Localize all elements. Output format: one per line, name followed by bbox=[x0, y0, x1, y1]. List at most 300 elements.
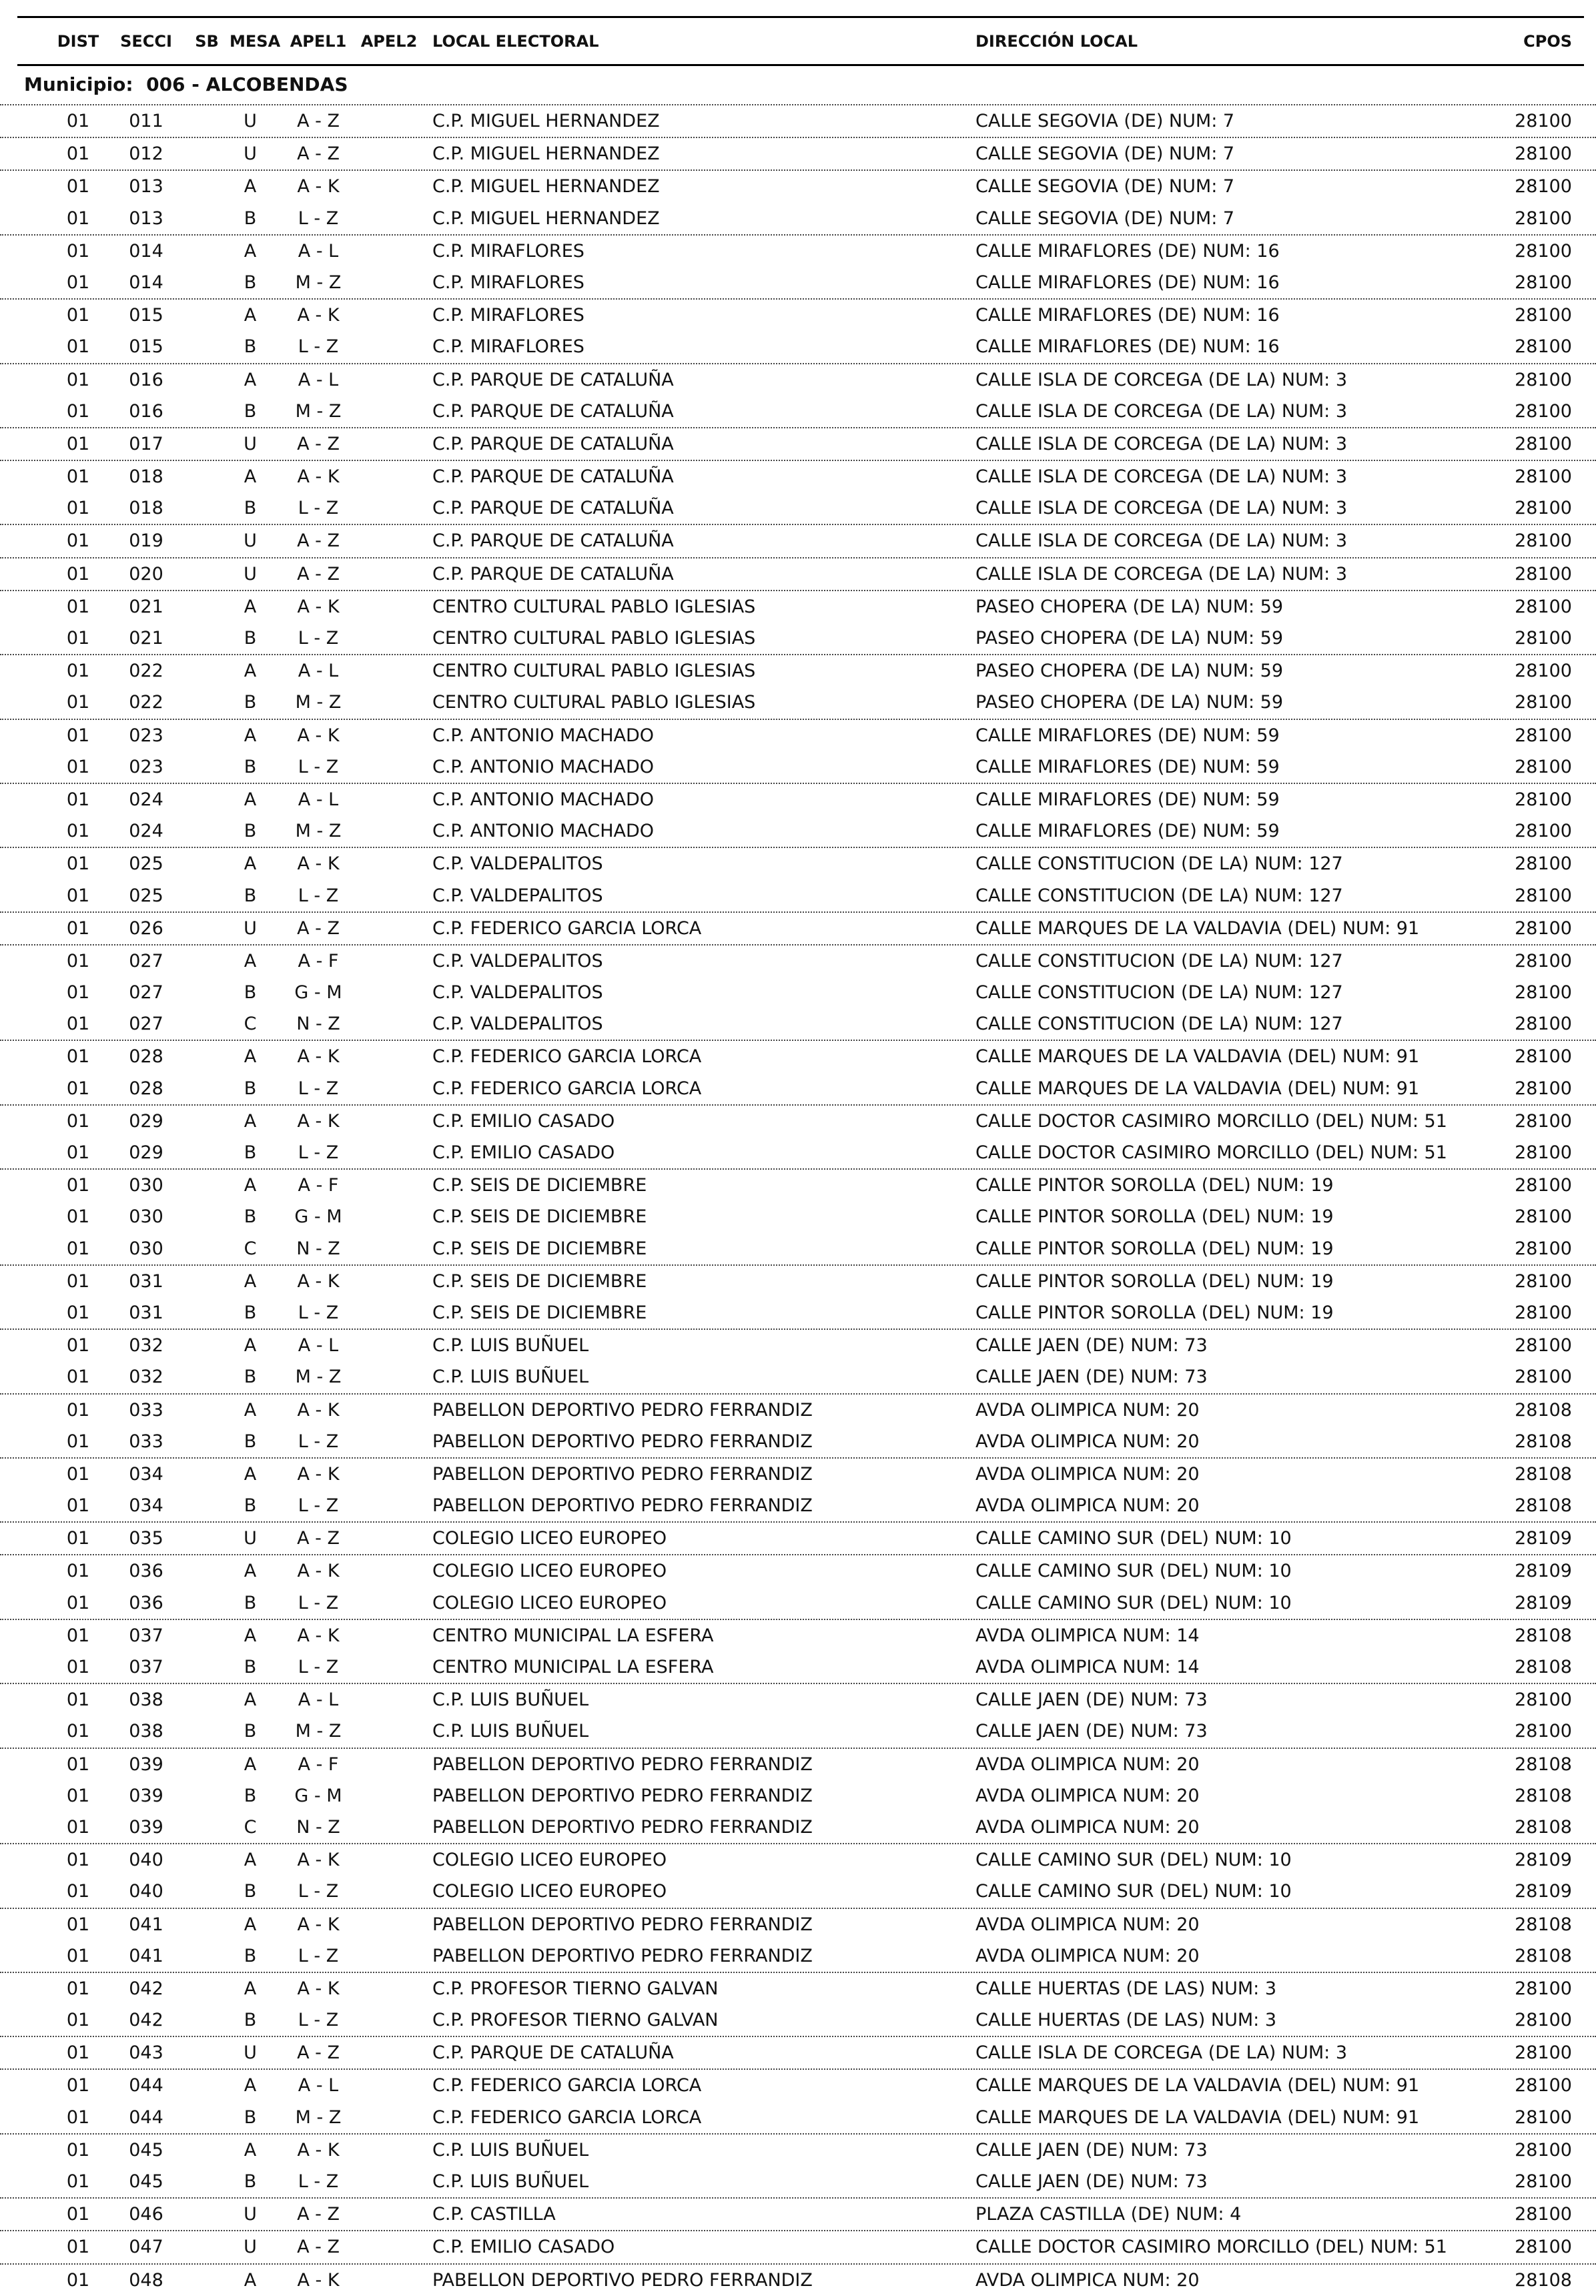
cell-local: C.P. MIRAFLORES bbox=[432, 305, 584, 326]
cell-mesa: U bbox=[244, 111, 257, 131]
cell-local: C.P. FEDERICO GARCIA LORCA bbox=[432, 917, 702, 939]
table-row bbox=[0, 1554, 1596, 1587]
cell-dist: 01 bbox=[66, 692, 90, 713]
cell-direccion: CALLE PINTOR SOROLLA (DEL) NUM: 19 bbox=[975, 1270, 1334, 1292]
cell-mesa: A bbox=[244, 1399, 257, 1421]
table-row bbox=[0, 590, 1596, 623]
cell-secci: 016 bbox=[129, 400, 163, 422]
cell-apel-range: L - Z bbox=[298, 1142, 339, 1163]
cell-direccion: CALLE MARQUES DE LA VALDAVIA (DEL) NUM: 91 bbox=[975, 917, 1420, 939]
cell-secci: 030 bbox=[129, 1238, 163, 1259]
cell-direccion: PLAZA CASTILLA (DE) NUM: 4 bbox=[975, 2204, 1242, 2225]
cell-dist: 01 bbox=[66, 1399, 90, 1421]
cell-mesa: B bbox=[244, 1721, 257, 1742]
cell-dist: 01 bbox=[66, 1463, 90, 1485]
cell-dist: 01 bbox=[66, 336, 90, 358]
cell-apel-range: G - M bbox=[294, 1206, 342, 1228]
cell-dist: 01 bbox=[66, 272, 90, 293]
cell-apel-range: L - Z bbox=[298, 1592, 339, 1613]
cell-secci: 034 bbox=[129, 1495, 163, 1517]
cell-apel-range: A - K bbox=[297, 466, 340, 488]
cell-mesa: U bbox=[244, 143, 257, 165]
cell-direccion: CALLE ISLA DE CORCEGA (DE LA) NUM: 3 bbox=[975, 433, 1348, 454]
cell-cpos: 28100 bbox=[1515, 466, 1572, 488]
cell-mesa: C bbox=[244, 1238, 257, 1259]
cell-apel-range: A - Z bbox=[297, 143, 340, 165]
cell-local: C.P. VALDEPALITOS bbox=[432, 853, 603, 875]
cell-local: C.P. SEIS DE DICIEMBRE bbox=[432, 1175, 647, 1196]
cell-cpos: 28100 bbox=[1515, 336, 1572, 358]
cell-secci: 014 bbox=[129, 272, 163, 293]
cell-mesa: B bbox=[244, 400, 257, 422]
cell-apel-range: A - K bbox=[297, 1046, 340, 1068]
cell-cpos: 28108 bbox=[1515, 1914, 1572, 1935]
cell-apel-range: L - Z bbox=[298, 1495, 339, 1517]
table-row bbox=[0, 977, 1596, 1008]
cell-secci: 039 bbox=[129, 1754, 163, 1775]
cell-dist: 01 bbox=[66, 1238, 90, 1259]
cell-direccion: CALLE MIRAFLORES (DE) NUM: 16 bbox=[975, 336, 1280, 358]
cell-mesa: C bbox=[244, 1014, 257, 1035]
cell-dist: 01 bbox=[66, 2204, 90, 2225]
cell-local: C.P. ANTONIO MACHADO bbox=[432, 725, 655, 746]
cell-dist: 01 bbox=[66, 176, 90, 198]
cell-dist: 01 bbox=[66, 628, 90, 649]
cell-apel-range: A - K bbox=[297, 1978, 340, 1999]
cell-dist: 01 bbox=[66, 950, 90, 972]
cell-dist: 01 bbox=[66, 2139, 90, 2161]
table-row bbox=[0, 2263, 1596, 2296]
cell-dist: 01 bbox=[66, 1978, 90, 1999]
table-row bbox=[0, 1490, 1596, 1521]
cell-local: C.P. VALDEPALITOS bbox=[432, 982, 603, 1004]
cell-direccion: CALLE CONSTITUCION (DE LA) NUM: 127 bbox=[975, 1014, 1343, 1035]
cell-cpos: 28108 bbox=[1515, 1754, 1572, 1775]
table-row bbox=[0, 1619, 1596, 1651]
cell-direccion: CALLE SEGOVIA (DE) NUM: 7 bbox=[975, 176, 1235, 198]
table-row bbox=[0, 137, 1596, 169]
cell-mesa: B bbox=[244, 756, 257, 777]
cell-apel-range: A - K bbox=[297, 1850, 340, 1871]
cell-dist: 01 bbox=[66, 1014, 90, 1035]
cell-cpos: 28100 bbox=[1515, 433, 1572, 454]
cell-apel-range: L - Z bbox=[298, 1881, 339, 1902]
cell-local: C.P. MIGUEL HERNANDEZ bbox=[432, 143, 660, 165]
cell-secci: 026 bbox=[129, 917, 163, 939]
cell-apel-range: G - M bbox=[294, 982, 342, 1004]
cell-mesa: B bbox=[244, 1945, 257, 1966]
cell-local: C.P. FEDERICO GARCIA LORCA bbox=[432, 2075, 702, 2096]
cell-local: C.P. VALDEPALITOS bbox=[432, 885, 603, 906]
cell-local: COLEGIO LICEO EUROPEO bbox=[432, 1850, 667, 1871]
cell-cpos: 28108 bbox=[1515, 1431, 1572, 1452]
cell-direccion: CALLE MARQUES DE LA VALDAVIA (DEL) NUM: 91 bbox=[975, 1046, 1420, 1068]
cell-local: C.P. ANTONIO MACHADO bbox=[432, 789, 655, 810]
cell-direccion: CALLE ISLA DE CORCEGA (DE LA) NUM: 3 bbox=[975, 400, 1348, 422]
cell-secci: 023 bbox=[129, 725, 163, 746]
cell-cpos: 28100 bbox=[1515, 111, 1572, 131]
cell-dist: 01 bbox=[66, 305, 90, 326]
cell-direccion: PASEO CHOPERA (DE LA) NUM: 59 bbox=[975, 692, 1284, 713]
table-row bbox=[0, 1233, 1596, 1264]
cell-local: COLEGIO LICEO EUROPEO bbox=[432, 1561, 667, 1582]
table-row bbox=[0, 1361, 1596, 1393]
cell-secci: 011 bbox=[129, 111, 163, 131]
cell-apel-range: A - Z bbox=[297, 917, 340, 939]
cell-cpos: 28109 bbox=[1515, 1528, 1572, 1549]
table-row bbox=[0, 1876, 1596, 1907]
cell-dist: 01 bbox=[66, 1270, 90, 1292]
cell-direccion: CALLE JAEN (DE) NUM: 73 bbox=[975, 1689, 1208, 1711]
cell-direccion: AVDA OLIMPICA NUM: 20 bbox=[975, 1816, 1200, 1838]
cell-dist: 01 bbox=[66, 1078, 90, 1099]
cell-apel-range: M - Z bbox=[295, 692, 342, 713]
cell-dist: 01 bbox=[66, 1625, 90, 1646]
cell-local: C.P. CASTILLA bbox=[432, 2204, 556, 2225]
cell-local: C.P. PARQUE DE CATALUÑA bbox=[432, 400, 674, 422]
cell-direccion: AVDA OLIMPICA NUM: 20 bbox=[975, 1399, 1200, 1421]
cell-dist: 01 bbox=[66, 1754, 90, 1775]
cell-local: PABELLON DEPORTIVO PEDRO FERRANDIZ bbox=[432, 1399, 813, 1421]
cell-mesa: A bbox=[244, 725, 257, 746]
cell-local: C.P. ANTONIO MACHADO bbox=[432, 821, 655, 842]
cell-cpos: 28100 bbox=[1515, 1175, 1572, 1196]
cell-local: C.P. MIRAFLORES bbox=[432, 240, 584, 262]
cell-dist: 01 bbox=[66, 853, 90, 875]
cell-apel-range: M - Z bbox=[295, 821, 342, 842]
cell-dist: 01 bbox=[66, 2107, 90, 2128]
cell-dist: 01 bbox=[66, 1914, 90, 1935]
cell-mesa: A bbox=[244, 305, 257, 326]
cell-dist: 01 bbox=[66, 1945, 90, 1966]
cell-apel-range: A - L bbox=[298, 661, 339, 682]
cell-local: C.P. MIRAFLORES bbox=[432, 336, 584, 358]
cell-cpos: 28100 bbox=[1515, 1270, 1572, 1292]
cell-secci: 041 bbox=[129, 1914, 163, 1935]
cell-mesa: U bbox=[244, 2204, 257, 2225]
cell-secci: 035 bbox=[129, 1528, 163, 1549]
cell-apel-range: L - Z bbox=[298, 498, 339, 519]
cell-secci: 014 bbox=[129, 240, 163, 262]
cell-direccion: AVDA OLIMPICA NUM: 14 bbox=[975, 1657, 1200, 1677]
table-row bbox=[0, 298, 1596, 331]
cell-direccion: CALLE CONSTITUCION (DE LA) NUM: 127 bbox=[975, 885, 1343, 906]
cell-secci: 015 bbox=[129, 336, 163, 358]
cell-local: CENTRO CULTURAL PABLO IGLESIAS bbox=[432, 628, 756, 649]
cell-secci: 027 bbox=[129, 982, 163, 1004]
cell-local: C.P. MIGUEL HERNANDEZ bbox=[432, 176, 660, 198]
cell-dist: 01 bbox=[66, 2042, 90, 2064]
table-row bbox=[0, 427, 1596, 460]
cell-mesa: B bbox=[244, 628, 257, 649]
cell-secci: 025 bbox=[129, 853, 163, 875]
cell-local: C.P. LUIS BUÑUEL bbox=[432, 2139, 589, 2161]
cell-dist: 01 bbox=[66, 400, 90, 422]
cell-direccion: CALLE MARQUES DE LA VALDAVIA (DEL) NUM: 91 bbox=[975, 2075, 1420, 2096]
cell-mesa: A bbox=[244, 1689, 257, 1711]
cell-secci: 015 bbox=[129, 305, 163, 326]
cell-secci: 030 bbox=[129, 1206, 163, 1228]
cell-local: C.P. MIGUEL HERNANDEZ bbox=[432, 208, 660, 229]
cell-cpos: 28100 bbox=[1515, 272, 1572, 293]
cell-direccion: CALLE ISLA DE CORCEGA (DE LA) NUM: 3 bbox=[975, 369, 1348, 390]
cell-dist: 01 bbox=[66, 111, 90, 131]
table-row bbox=[0, 267, 1596, 298]
cell-local: C.P. SEIS DE DICIEMBRE bbox=[432, 1238, 647, 1259]
cell-mesa: A bbox=[244, 596, 257, 617]
cell-mesa: B bbox=[244, 821, 257, 842]
cell-mesa: A bbox=[244, 1561, 257, 1582]
table-row bbox=[0, 169, 1596, 202]
cell-cpos: 28100 bbox=[1515, 240, 1572, 262]
cell-mesa: B bbox=[244, 2010, 257, 2031]
cell-mesa: B bbox=[244, 272, 257, 293]
municipio-heading: Municipio: 006 - ALCOBENDAS bbox=[24, 73, 348, 95]
header-local: LOCAL ELECTORAL bbox=[432, 32, 599, 51]
cell-apel-range: A - F bbox=[298, 1754, 339, 1775]
cell-cpos: 28108 bbox=[1515, 1657, 1572, 1677]
cell-apel-range: A - L bbox=[298, 789, 339, 810]
cell-secci: 038 bbox=[129, 1721, 163, 1742]
cell-local: COLEGIO LICEO EUROPEO bbox=[432, 1528, 667, 1549]
table-row bbox=[0, 1104, 1596, 1137]
cell-local: C.P. FEDERICO GARCIA LORCA bbox=[432, 2107, 702, 2128]
cell-cpos: 28100 bbox=[1515, 1302, 1572, 1323]
table-row bbox=[0, 1201, 1596, 1232]
cell-apel-range: A - Z bbox=[297, 530, 340, 552]
cell-cpos: 28109 bbox=[1515, 1592, 1572, 1613]
table-row bbox=[0, 687, 1596, 718]
cell-direccion: CALLE JAEN (DE) NUM: 73 bbox=[975, 1367, 1208, 1388]
cell-apel-range: L - Z bbox=[298, 1302, 339, 1323]
table-row bbox=[0, 623, 1596, 654]
cell-direccion: CALLE CAMINO SUR (DEL) NUM: 10 bbox=[975, 1850, 1292, 1871]
cell-cpos: 28109 bbox=[1515, 1850, 1572, 1871]
cell-apel-range: A - K bbox=[297, 1463, 340, 1485]
cell-cpos: 28100 bbox=[1515, 2107, 1572, 2128]
cell-dist: 01 bbox=[66, 466, 90, 488]
cell-cpos: 28100 bbox=[1515, 917, 1572, 939]
cell-mesa: B bbox=[244, 2171, 257, 2192]
cell-direccion: CALLE HUERTAS (DE LAS) NUM: 3 bbox=[975, 1978, 1277, 1999]
cell-dist: 01 bbox=[66, 821, 90, 842]
cell-mesa: A bbox=[244, 1110, 257, 1132]
cell-mesa: A bbox=[244, 176, 257, 198]
cell-secci: 019 bbox=[129, 530, 163, 552]
table-row bbox=[0, 719, 1596, 751]
cell-apel-range: A - K bbox=[297, 305, 340, 326]
cell-direccion: CALLE ISLA DE CORCEGA (DE LA) NUM: 3 bbox=[975, 466, 1348, 488]
cell-direccion: CALLE CAMINO SUR (DEL) NUM: 10 bbox=[975, 1881, 1292, 1902]
table-row bbox=[0, 396, 1596, 427]
cell-mesa: B bbox=[244, 1785, 257, 1806]
header-rule bbox=[17, 64, 1584, 66]
cell-apel-range: N - Z bbox=[296, 1816, 340, 1838]
cell-direccion: CALLE JAEN (DE) NUM: 73 bbox=[975, 2171, 1208, 2192]
cell-secci: 022 bbox=[129, 692, 163, 713]
table-row bbox=[0, 1812, 1596, 1843]
cell-dist: 01 bbox=[66, 498, 90, 519]
cell-dist: 01 bbox=[66, 530, 90, 552]
cell-dist: 01 bbox=[66, 1881, 90, 1902]
cell-dist: 01 bbox=[66, 1175, 90, 1196]
cell-local: C.P. VALDEPALITOS bbox=[432, 950, 603, 972]
cell-dist: 01 bbox=[66, 1110, 90, 1132]
table-row bbox=[0, 911, 1596, 944]
table-row bbox=[0, 1328, 1596, 1361]
cell-dist: 01 bbox=[66, 1431, 90, 1452]
cell-secci: 044 bbox=[129, 2075, 163, 2096]
cell-local: PABELLON DEPORTIVO PEDRO FERRANDIZ bbox=[432, 2269, 813, 2291]
cell-cpos: 28100 bbox=[1515, 982, 1572, 1004]
cell-direccion: CALLE CAMINO SUR (DEL) NUM: 10 bbox=[975, 1561, 1292, 1582]
header-apel2: APEL2 bbox=[360, 32, 418, 51]
cell-direccion: CALLE CAMINO SUR (DEL) NUM: 10 bbox=[975, 1528, 1292, 1549]
cell-mesa: U bbox=[244, 433, 257, 454]
table-row bbox=[0, 1426, 1596, 1457]
cell-apel-range: M - Z bbox=[295, 1367, 342, 1388]
cell-cpos: 28100 bbox=[1515, 2010, 1572, 2031]
cell-cpos: 28100 bbox=[1515, 305, 1572, 326]
cell-apel-range: A - K bbox=[297, 2139, 340, 2161]
cell-cpos: 28100 bbox=[1515, 628, 1572, 649]
table-row bbox=[0, 1972, 1596, 2004]
cell-mesa: A bbox=[244, 240, 257, 262]
table-row bbox=[0, 1940, 1596, 1972]
table-row bbox=[0, 1843, 1596, 1876]
cell-local: C.P. EMILIO CASADO bbox=[432, 1142, 615, 1163]
cell-direccion: CALLE MARQUES DE LA VALDAVIA (DEL) NUM: 91 bbox=[975, 1078, 1420, 1099]
cell-apel-range: M - Z bbox=[295, 272, 342, 293]
table-row bbox=[0, 783, 1596, 815]
cell-direccion: AVDA OLIMPICA NUM: 20 bbox=[975, 1945, 1200, 1966]
cell-mesa: B bbox=[244, 1302, 257, 1323]
cell-apel-range: A - K bbox=[297, 1561, 340, 1582]
cell-apel-range: A - K bbox=[297, 596, 340, 617]
cell-cpos: 28100 bbox=[1515, 2139, 1572, 2161]
cell-direccion: CALLE JAEN (DE) NUM: 73 bbox=[975, 2139, 1208, 2161]
table-row bbox=[0, 1748, 1596, 1780]
header-mesa: MESA bbox=[230, 32, 281, 51]
cell-cpos: 28100 bbox=[1515, 1142, 1572, 1163]
cell-secci: 040 bbox=[129, 1881, 163, 1902]
cell-local: C.P. PARQUE DE CATALUÑA bbox=[432, 563, 674, 585]
cell-cpos: 28109 bbox=[1515, 1881, 1572, 1902]
cell-cpos: 28100 bbox=[1515, 596, 1572, 617]
cell-apel-range: L - Z bbox=[298, 885, 339, 906]
table-row bbox=[0, 1587, 1596, 1619]
cell-local: COLEGIO LICEO EUROPEO bbox=[432, 1592, 667, 1613]
cell-secci: 027 bbox=[129, 950, 163, 972]
cell-secci: 012 bbox=[129, 143, 163, 165]
table-row bbox=[0, 880, 1596, 911]
cell-secci: 045 bbox=[129, 2139, 163, 2161]
header-dist: DIST bbox=[57, 32, 99, 51]
cell-apel-range: A - K bbox=[297, 1110, 340, 1132]
cell-secci: 013 bbox=[129, 208, 163, 229]
cell-direccion: CALLE CAMINO SUR (DEL) NUM: 10 bbox=[975, 1592, 1292, 1613]
cell-direccion: CALLE PINTOR SOROLLA (DEL) NUM: 19 bbox=[975, 1238, 1334, 1259]
cell-dist: 01 bbox=[66, 2237, 90, 2258]
table-row bbox=[0, 2102, 1596, 2133]
cell-mesa: A bbox=[244, 1046, 257, 1068]
cell-secci: 036 bbox=[129, 1592, 163, 1613]
cell-local: C.P. SEIS DE DICIEMBRE bbox=[432, 1270, 647, 1292]
cell-dist: 01 bbox=[66, 1046, 90, 1068]
header-cpos: CPOS bbox=[1523, 32, 1572, 51]
cell-dist: 01 bbox=[66, 1850, 90, 1871]
cell-local: PABELLON DEPORTIVO PEDRO FERRANDIZ bbox=[432, 1495, 813, 1517]
cell-cpos: 28109 bbox=[1515, 1561, 1572, 1582]
cell-secci: 021 bbox=[129, 596, 163, 617]
cell-local: C.P. EMILIO CASADO bbox=[432, 2237, 615, 2258]
cell-mesa: A bbox=[244, 789, 257, 810]
cell-cpos: 28100 bbox=[1515, 400, 1572, 422]
cell-secci: 034 bbox=[129, 1463, 163, 1485]
table-row bbox=[0, 751, 1596, 783]
table-row bbox=[0, 944, 1596, 977]
cell-dist: 01 bbox=[66, 1528, 90, 1549]
cell-dist: 01 bbox=[66, 756, 90, 777]
cell-cpos: 28100 bbox=[1515, 1206, 1572, 1228]
table-row bbox=[0, 1683, 1596, 1715]
cell-mesa: A bbox=[244, 1335, 257, 1357]
cell-dist: 01 bbox=[66, 2269, 90, 2291]
cell-mesa: U bbox=[244, 563, 257, 585]
table-row bbox=[0, 460, 1596, 492]
cell-direccion: CALLE ISLA DE CORCEGA (DE LA) NUM: 3 bbox=[975, 563, 1348, 585]
cell-cpos: 28100 bbox=[1515, 789, 1572, 810]
cell-cpos: 28100 bbox=[1515, 885, 1572, 906]
cell-local: CENTRO CULTURAL PABLO IGLESIAS bbox=[432, 692, 756, 713]
cell-apel-range: A - L bbox=[298, 1335, 339, 1357]
cell-apel-range: L - Z bbox=[298, 756, 339, 777]
cell-local: C.P. SEIS DE DICIEMBRE bbox=[432, 1302, 647, 1323]
cell-dist: 01 bbox=[66, 1206, 90, 1228]
cell-local: PABELLON DEPORTIVO PEDRO FERRANDIZ bbox=[432, 1463, 813, 1485]
cell-local: PABELLON DEPORTIVO PEDRO FERRANDIZ bbox=[432, 1816, 813, 1838]
table-row bbox=[0, 203, 1596, 234]
cell-secci: 027 bbox=[129, 1014, 163, 1035]
cell-cpos: 28100 bbox=[1515, 1110, 1572, 1132]
cell-cpos: 28100 bbox=[1515, 369, 1572, 390]
cell-direccion: CALLE PINTOR SOROLLA (DEL) NUM: 19 bbox=[975, 1206, 1334, 1228]
cell-direccion: CALLE CONSTITUCION (DE LA) NUM: 127 bbox=[975, 853, 1343, 875]
cell-secci: 042 bbox=[129, 2010, 163, 2031]
cell-mesa: U bbox=[244, 1528, 257, 1549]
header-direccion: DIRECCIÓN LOCAL bbox=[975, 32, 1138, 51]
cell-apel-range: L - Z bbox=[298, 336, 339, 358]
cell-apel-range: N - Z bbox=[296, 1014, 340, 1035]
cell-local: C.P. PROFESOR TIERNO GALVAN bbox=[432, 2010, 719, 2031]
cell-dist: 01 bbox=[66, 143, 90, 165]
cell-cpos: 28100 bbox=[1515, 498, 1572, 519]
cell-direccion: CALLE CONSTITUCION (DE LA) NUM: 127 bbox=[975, 982, 1343, 1004]
cell-mesa: B bbox=[244, 982, 257, 1004]
cell-cpos: 28100 bbox=[1515, 1978, 1572, 1999]
cell-dist: 01 bbox=[66, 369, 90, 390]
cell-direccion: AVDA OLIMPICA NUM: 20 bbox=[975, 1463, 1200, 1485]
cell-direccion: AVDA OLIMPICA NUM: 14 bbox=[975, 1625, 1200, 1646]
cell-cpos: 28100 bbox=[1515, 725, 1572, 746]
cell-dist: 01 bbox=[66, 725, 90, 746]
table-row bbox=[0, 1457, 1596, 1490]
cell-cpos: 28108 bbox=[1515, 1399, 1572, 1421]
cell-local: C.P. MIRAFLORES bbox=[432, 272, 584, 293]
header-apel1: APEL1 bbox=[290, 32, 347, 51]
cell-mesa: A bbox=[244, 369, 257, 390]
cell-dist: 01 bbox=[66, 1721, 90, 1742]
